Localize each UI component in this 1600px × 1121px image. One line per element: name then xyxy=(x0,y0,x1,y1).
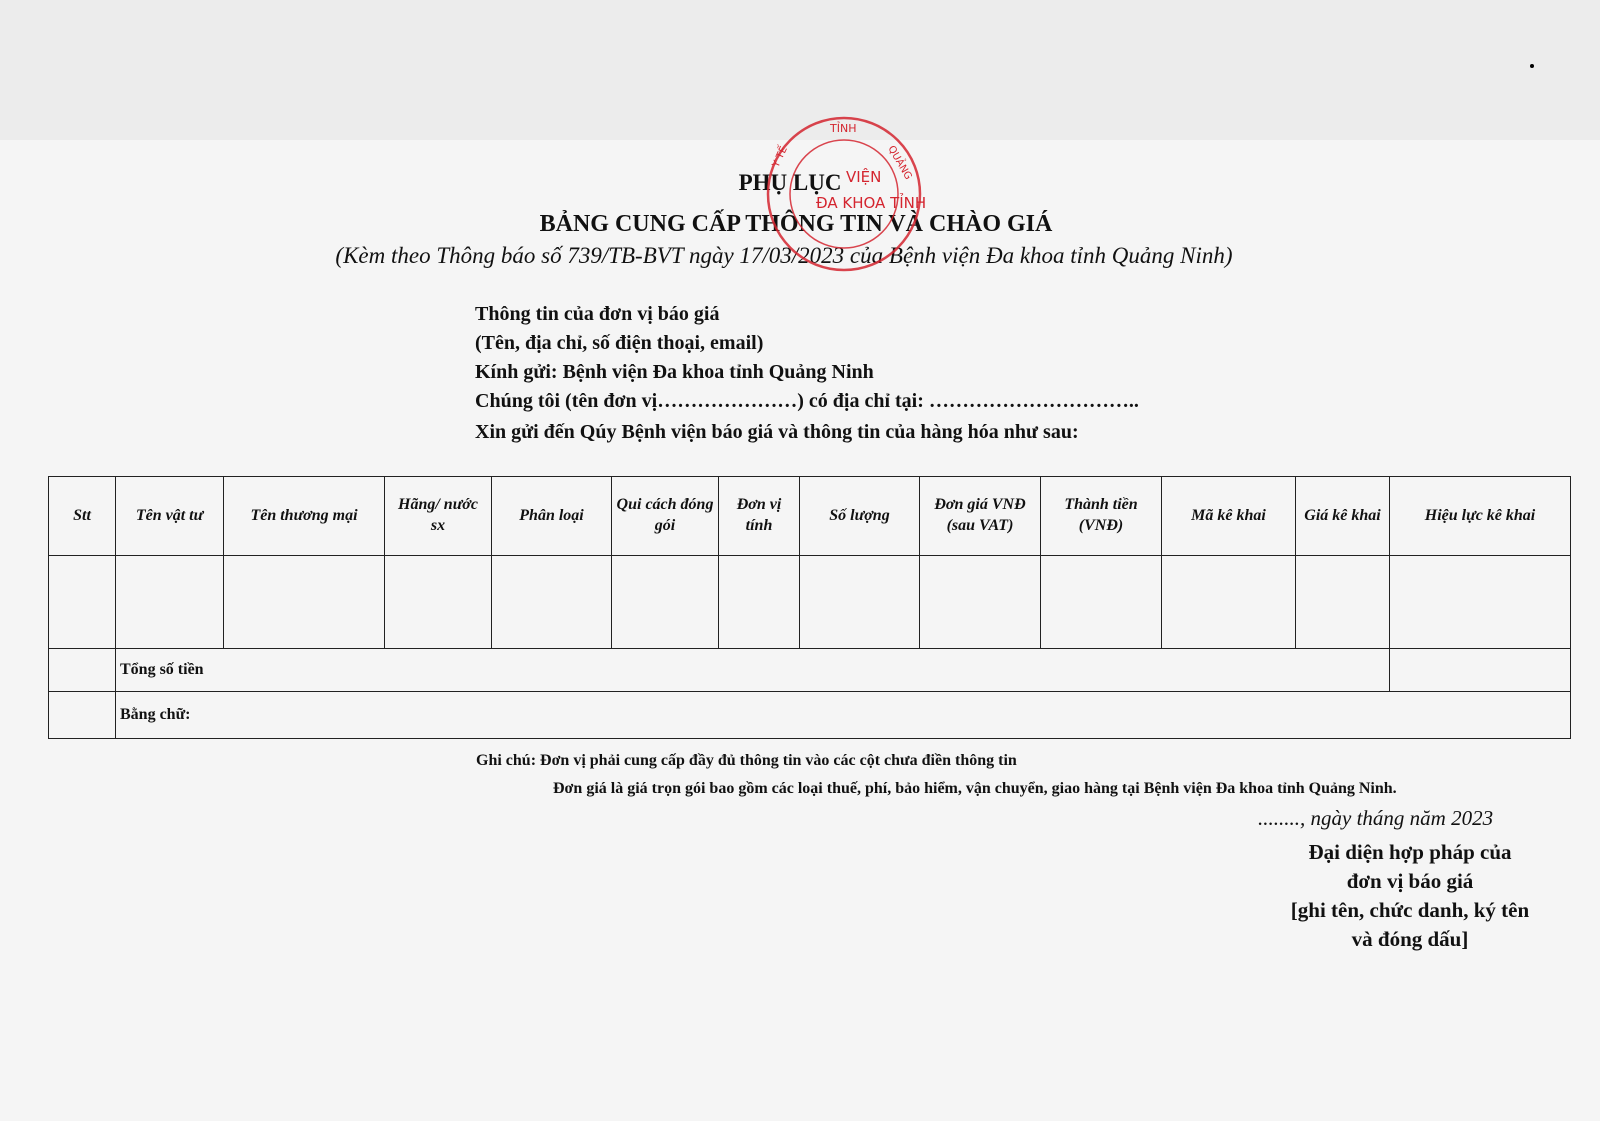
col-header-hang-nuoc-sx: Hãng/ nước sx xyxy=(385,477,492,556)
note-line-2: Đơn giá là giá trọn gói bao gồm các loại thuế, phí, bảo hiểm, vận chuyển, giao hàng tại Bệnh viện Đa khoa tỉnh Quảng Ninh. xyxy=(553,780,1397,797)
total-row xyxy=(49,649,1571,692)
table-header-row xyxy=(49,477,1571,556)
red-seal-stamp xyxy=(758,108,930,280)
col-header-ten-thuong-mai: Tên thương mại xyxy=(224,477,385,556)
col-header-qui-cach: Qui cách đóng gói xyxy=(612,477,719,556)
table-cell[interactable] xyxy=(116,556,224,649)
table-cell[interactable] xyxy=(1296,556,1390,649)
table-cell[interactable] xyxy=(385,556,492,649)
signature-line-2: đơn vị báo giá xyxy=(1346,869,1474,893)
table-cell[interactable] xyxy=(492,556,612,649)
col-header-so-luong: Số lượng xyxy=(800,477,920,556)
table-cell[interactable] xyxy=(49,556,116,649)
info-line-5: Xin gửi đến Qúy Bệnh viện báo giá và thông tin của hàng hóa như sau: xyxy=(475,421,1079,443)
quotation-table xyxy=(48,476,1571,739)
col-header-stt: Stt xyxy=(49,477,116,556)
stamp-center-line2: ĐA KHOA TỈNH xyxy=(816,194,927,212)
table-row xyxy=(49,556,1571,649)
table-cell[interactable] xyxy=(800,556,920,649)
signature-line-3: [ghi tên, chức danh, ký tên xyxy=(1290,898,1530,922)
col-header-thanh-tien: Thành tiền (VNĐ) xyxy=(1041,477,1162,556)
words-stt-cell xyxy=(49,692,116,739)
stamp-right-text: QUẢNG xyxy=(885,144,914,182)
table-cell[interactable] xyxy=(920,556,1041,649)
stamp-center-line1: VIỆN xyxy=(846,168,882,186)
signature-line-4: và đóng dấu] xyxy=(1351,927,1469,951)
document-subtitle: BẢNG CUNG CẤP THÔNG TIN VÀ CHÀO GIÁ xyxy=(539,211,1053,237)
total-value-cell[interactable] xyxy=(1390,649,1571,692)
total-label: Tổng số tiền xyxy=(116,649,1390,692)
col-header-phan-loai: Phân loại xyxy=(492,477,612,556)
stamp-left-text: Y TẾ xyxy=(770,144,790,170)
table-cell[interactable] xyxy=(612,556,719,649)
info-line-1: Thông tin của đơn vị báo giá xyxy=(475,303,720,325)
col-header-ten-vat-tu: Tên vật tư xyxy=(116,477,224,556)
table-cell[interactable] xyxy=(1162,556,1296,649)
info-line-2: (Tên, địa chỉ, số điện thoại, email) xyxy=(475,332,764,354)
note-line-1: Ghi chú: Đơn vị phải cung cấp đầy đủ thông tin vào các cột chưa điền thông tin xyxy=(476,752,1017,769)
table-cell[interactable] xyxy=(1041,556,1162,649)
total-stt-cell xyxy=(49,649,116,692)
scan-speck xyxy=(1530,64,1534,68)
table-cell[interactable] xyxy=(719,556,800,649)
document-reference: (Kèm theo Thông báo số 739/TB-BVT ngày 17/03/2023 của Bệnh viện Đa khoa tỉnh Quảng Ninh) xyxy=(335,243,1233,268)
date-line: ........, ngày tháng năm 2023 xyxy=(1258,806,1494,830)
table-cell[interactable] xyxy=(1390,556,1571,649)
info-line-4: Chúng tôi (tên đơn vị…………………) có địa chỉ tại: ………………………….. xyxy=(475,390,1139,412)
words-label: Bằng chữ: xyxy=(116,692,1571,739)
stamp-top-text: TỈNH xyxy=(830,122,857,135)
col-header-ma-ke-khai: Mã kê khai xyxy=(1162,477,1296,556)
col-header-don-gia: Đơn giá VNĐ (sau VAT) xyxy=(920,477,1041,556)
table-cell[interactable] xyxy=(224,556,385,649)
document-title: PHỤ LỤC xyxy=(738,170,842,195)
col-header-gia-ke-khai: Giá kê khai xyxy=(1296,477,1390,556)
words-row xyxy=(49,692,1571,739)
signature-line-1: Đại diện hợp pháp của xyxy=(1308,840,1512,864)
col-header-hieu-luc: Hiệu lực kê khai xyxy=(1390,477,1571,556)
col-header-don-vi-tinh: Đơn vị tính xyxy=(719,477,800,556)
info-line-3: Kính gửi: Bệnh viện Đa khoa tỉnh Quảng Ninh xyxy=(475,361,874,383)
